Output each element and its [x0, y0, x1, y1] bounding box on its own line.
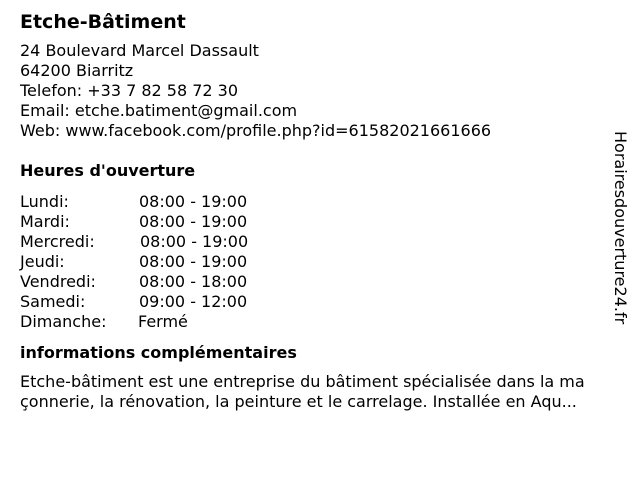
day-label: Vendredi:	[20, 272, 96, 291]
time-value: 08:00 - 19:00	[139, 192, 248, 211]
day-label: Mardi:	[20, 212, 70, 231]
hours-row-saturday	[20, 292, 630, 312]
hours-row-sunday	[20, 312, 630, 332]
time-value: 08:00 - 19:00	[140, 232, 249, 251]
info-heading: informations complémentaires	[20, 343, 297, 362]
web-line[interactable]: Web: www.facebook.com/profile.php?id=61582021661666	[20, 121, 492, 140]
business-card	[20, 10, 630, 412]
watermark-text: Horairesdouverture24.fr	[611, 131, 630, 325]
day-label: Samedi:	[20, 292, 86, 311]
time-value: 08:00 - 19:00	[139, 252, 248, 271]
hours-row-wednesday	[20, 232, 630, 252]
address-line-1: 24 Boulevard Marcel Dassault	[20, 41, 259, 60]
day-label: Jeudi:	[20, 252, 65, 271]
time-value: Fermé	[138, 312, 188, 331]
address-line-2: 64200 Biarritz	[20, 61, 134, 80]
day-label: Dimanche:	[20, 312, 107, 331]
hours-row-friday	[20, 272, 630, 292]
phone-line[interactable]: Telefon: +33 7 82 58 72 30	[20, 81, 239, 100]
time-value: 08:00 - 19:00	[139, 212, 248, 231]
hours-row-monday	[20, 192, 630, 212]
hours-row-tuesday	[20, 212, 630, 232]
hours-row-thursday	[20, 252, 630, 272]
business-name: Etche-Bâtiment	[20, 11, 186, 33]
hours-table	[20, 192, 630, 332]
day-label: Mercredi:	[20, 232, 95, 251]
hours-heading: Heures d'ouverture	[20, 161, 196, 180]
email-line[interactable]: Email: etche.batiment@gmail.com	[20, 101, 298, 120]
day-label: Lundi:	[20, 192, 69, 211]
time-value: 08:00 - 18:00	[139, 272, 248, 291]
time-value: 09:00 - 12:00	[139, 292, 248, 311]
description-line-1: Etche-bâtiment est une entreprise du bâtiment spécialisée dans la ma	[20, 372, 585, 391]
description-line-2: çonnerie, la rénovation, la peinture et le carrelage. Installée en Aqu...	[20, 392, 577, 411]
